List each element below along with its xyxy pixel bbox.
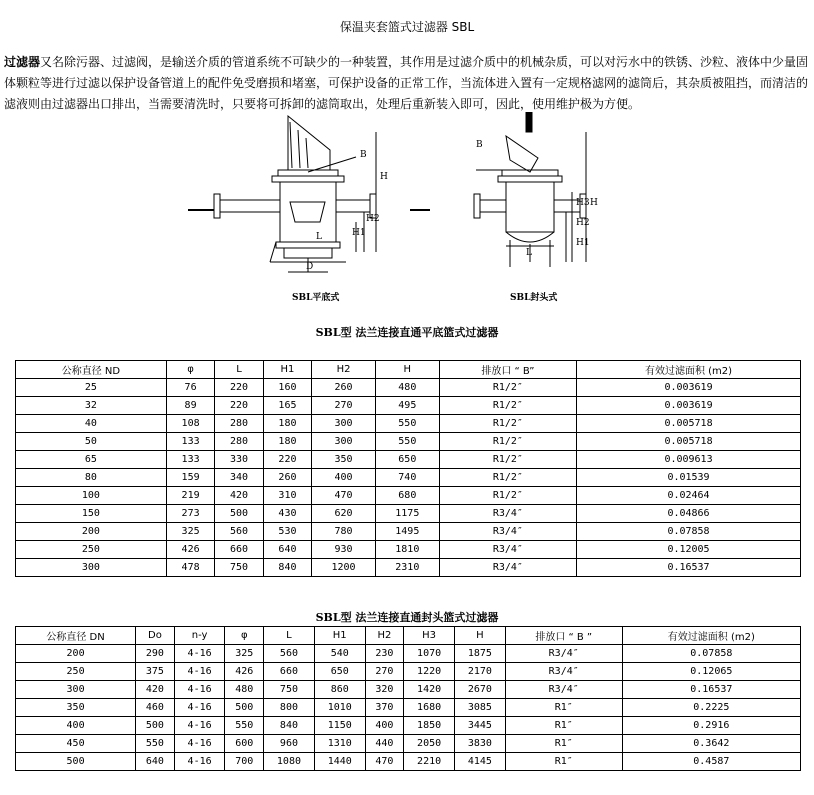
- table-cell: 400: [312, 469, 376, 487]
- table-cell: 1495: [375, 523, 439, 541]
- table-cell: 219: [166, 487, 214, 505]
- table-cell: 0.04866: [577, 505, 801, 523]
- intro-term: 过滤器: [4, 55, 41, 69]
- table-cell: 3445: [454, 717, 505, 735]
- table-cell: 430: [263, 505, 311, 523]
- intro-text: 又名除污器、过滤阀，是输送介质的管道系统不可缺少的一种装置，其作用是过滤介质中的机械杂质，可以对污水中的铁锈、沙粒、液体中少量固体颗粒等进行过滤以保护设备管道上的配件免受磨损和堵塞，可保护设备的正常工作，当流体进入置有一定规格滤网的滤筒后，其杂质被阻挡，而清洁的滤液则由过滤器出口排出，当需要清洗时，只要将可拆卸的滤筒取出，处理后重新装入即可，因此，使用维护极为方便。: [4, 55, 809, 111]
- drawing-label: H3: [576, 198, 590, 208]
- table-cell: 540: [314, 645, 365, 663]
- table-cell: 1850: [404, 717, 455, 735]
- table-cell: 4145: [454, 753, 505, 771]
- table-cell: 750: [215, 559, 263, 577]
- table-cell: 1010: [314, 699, 365, 717]
- table-cell: 426: [225, 663, 264, 681]
- table-cell: R3/4″: [439, 505, 576, 523]
- table-cell: 840: [264, 717, 315, 735]
- table-cell: 470: [365, 753, 404, 771]
- table-cell: 180: [263, 415, 311, 433]
- drawing-label: D: [306, 262, 314, 272]
- table-cell: 0.003619: [577, 379, 801, 397]
- table-cell: 260: [312, 379, 376, 397]
- flat-bottom-caption: SBL平底式: [292, 293, 340, 303]
- table-cell: 0.005718: [577, 415, 801, 433]
- column-header: H2: [312, 361, 376, 379]
- table-cell: 480: [225, 681, 264, 699]
- table-cell: R1″: [505, 717, 622, 735]
- table-row: [16, 717, 801, 735]
- table-cell: 840: [263, 559, 311, 577]
- table-cell: 133: [166, 451, 214, 469]
- table-cell: 100: [16, 487, 167, 505]
- table-cell: 1150: [314, 717, 365, 735]
- drawing-label: H1: [352, 228, 366, 238]
- table-cell: R1″: [505, 735, 622, 753]
- table-cell: 1070: [404, 645, 455, 663]
- table-row: [16, 379, 801, 397]
- dished-head-filter: [474, 112, 586, 267]
- table-cell: 220: [215, 379, 263, 397]
- table-cell: 150: [16, 505, 167, 523]
- table-cell: R3/4″: [505, 681, 622, 699]
- table-cell: 4-16: [174, 753, 225, 771]
- table-row: [16, 505, 801, 523]
- column-header: n-y: [174, 627, 225, 645]
- table-cell: 640: [263, 541, 311, 559]
- column-header: H: [375, 361, 439, 379]
- table-row: [16, 397, 801, 415]
- table-cell: 400: [365, 717, 404, 735]
- table-cell: 620: [312, 505, 376, 523]
- table-cell: 0.07858: [622, 645, 800, 663]
- table-cell: 426: [166, 541, 214, 559]
- table-cell: R1/2″: [439, 487, 576, 505]
- table-cell: 230: [365, 645, 404, 663]
- column-header: H: [454, 627, 505, 645]
- table-cell: 350: [16, 699, 136, 717]
- table1-title: SBL型 法兰连接直通平底篮式过滤器: [315, 326, 499, 339]
- table-cell: 310: [263, 487, 311, 505]
- table-cell: 1440: [314, 753, 365, 771]
- column-header: H3: [404, 627, 455, 645]
- table-cell: 2210: [404, 753, 455, 771]
- drawing-label: H: [380, 172, 388, 182]
- table-cell: 370: [365, 699, 404, 717]
- table-cell: 550: [375, 433, 439, 451]
- table-cell: 480: [375, 379, 439, 397]
- table-cell: 0.12005: [577, 541, 801, 559]
- table-cell: 280: [215, 415, 263, 433]
- table-row: [16, 469, 801, 487]
- table-cell: 0.2225: [622, 699, 800, 717]
- table-cell: 2050: [404, 735, 455, 753]
- table-cell: 650: [375, 451, 439, 469]
- drawing-label: L: [316, 232, 322, 242]
- table-cell: 0.2916: [622, 717, 800, 735]
- table-header-row: [16, 361, 801, 379]
- table-cell: 2310: [375, 559, 439, 577]
- table-cell: 325: [166, 523, 214, 541]
- table-cell: 500: [136, 717, 175, 735]
- table-row: [16, 681, 801, 699]
- table-row: [16, 663, 801, 681]
- table-row: [16, 541, 801, 559]
- table-row: [16, 753, 801, 771]
- column-header: 公称直径 DN: [16, 627, 136, 645]
- table-row: [16, 415, 801, 433]
- table-cell: 25: [16, 379, 167, 397]
- table-cell: 290: [136, 645, 175, 663]
- table-cell: 600: [225, 735, 264, 753]
- table-cell: 640: [136, 753, 175, 771]
- drawing-label: H2: [576, 218, 590, 228]
- table-cell: 0.02464: [577, 487, 801, 505]
- table-header-row: [16, 627, 801, 645]
- table-cell: 220: [263, 451, 311, 469]
- table-cell: R1″: [505, 699, 622, 717]
- table-cell: 800: [264, 699, 315, 717]
- table-cell: 0.16537: [577, 559, 801, 577]
- table-cell: 0.003619: [577, 397, 801, 415]
- column-header: Do: [136, 627, 175, 645]
- column-header: 排放口 “ B ”: [505, 627, 622, 645]
- table-cell: 500: [225, 699, 264, 717]
- table-cell: 1810: [375, 541, 439, 559]
- table-cell: 550: [136, 735, 175, 753]
- column-header: H1: [263, 361, 311, 379]
- table-cell: 450: [16, 735, 136, 753]
- column-header: L: [264, 627, 315, 645]
- table-cell: 200: [16, 645, 136, 663]
- table-cell: 1875: [454, 645, 505, 663]
- table-cell: 50: [16, 433, 167, 451]
- column-header: H2: [365, 627, 404, 645]
- table-cell: R1/2″: [439, 397, 576, 415]
- table-cell: 560: [264, 645, 315, 663]
- column-header: φ: [166, 361, 214, 379]
- table-cell: 1175: [375, 505, 439, 523]
- column-header: H1: [314, 627, 365, 645]
- table-cell: 740: [375, 469, 439, 487]
- table-cell: 650: [314, 663, 365, 681]
- table-cell: 500: [16, 753, 136, 771]
- flat-bottom-table: [15, 360, 801, 577]
- table-cell: 0.3642: [622, 735, 800, 753]
- table-cell: 1310: [314, 735, 365, 753]
- column-header: 公称直径 ND: [16, 361, 167, 379]
- table-cell: 32: [16, 397, 167, 415]
- table-cell: 1420: [404, 681, 455, 699]
- table-cell: R1/2″: [439, 379, 576, 397]
- table-cell: 4-16: [174, 735, 225, 753]
- table-cell: 80: [16, 469, 167, 487]
- table-cell: 270: [365, 663, 404, 681]
- table-cell: 160: [263, 379, 311, 397]
- table-cell: 960: [264, 735, 315, 753]
- table-row: [16, 735, 801, 753]
- table-cell: 273: [166, 505, 214, 523]
- table-cell: 320: [365, 681, 404, 699]
- drawing-label: H2: [366, 214, 380, 224]
- table-cell: 440: [365, 735, 404, 753]
- table-cell: 4-16: [174, 699, 225, 717]
- table-cell: 165: [263, 397, 311, 415]
- table-cell: R1/2″: [439, 415, 576, 433]
- column-header: L: [215, 361, 263, 379]
- table-cell: 250: [16, 541, 167, 559]
- drawing-label: B: [476, 140, 483, 150]
- table-cell: 0.4587: [622, 753, 800, 771]
- table-cell: 280: [215, 433, 263, 451]
- table-cell: 0.005718: [577, 433, 801, 451]
- table-cell: 325: [225, 645, 264, 663]
- table-row: [16, 645, 801, 663]
- table-cell: 478: [166, 559, 214, 577]
- intro-paragraph: [4, 52, 810, 115]
- table-cell: 340: [215, 469, 263, 487]
- table-cell: 65: [16, 451, 167, 469]
- drawing-label: H1: [576, 238, 590, 248]
- table-cell: R3/4″: [439, 559, 576, 577]
- table-cell: 530: [263, 523, 311, 541]
- table-cell: 300: [16, 559, 167, 577]
- table-cell: 375: [136, 663, 175, 681]
- table-cell: 180: [263, 433, 311, 451]
- table-cell: 4-16: [174, 663, 225, 681]
- table-cell: 660: [215, 541, 263, 559]
- table-cell: 4-16: [174, 681, 225, 699]
- table-cell: 0.009613: [577, 451, 801, 469]
- table-row: [16, 451, 801, 469]
- table-cell: 930: [312, 541, 376, 559]
- table-row: [16, 487, 801, 505]
- table-cell: 4-16: [174, 645, 225, 663]
- table-row: [16, 523, 801, 541]
- drawing-label: B: [360, 150, 367, 160]
- drawing-label: H: [590, 198, 598, 208]
- table-cell: 700: [225, 753, 264, 771]
- table2-title: SBL型 法兰连接直通封头篮式过滤器: [315, 611, 499, 624]
- table-cell: 500: [215, 505, 263, 523]
- table-cell: 3085: [454, 699, 505, 717]
- table-cell: 0.16537: [622, 681, 800, 699]
- table-cell: 330: [215, 451, 263, 469]
- table-cell: 470: [312, 487, 376, 505]
- table-cell: 300: [312, 433, 376, 451]
- table-cell: 250: [16, 663, 136, 681]
- table-cell: 495: [375, 397, 439, 415]
- table-cell: 2670: [454, 681, 505, 699]
- table-cell: 40: [16, 415, 167, 433]
- table-cell: R3/4″: [505, 645, 622, 663]
- column-header: 有效过滤面积 (m2): [577, 361, 801, 379]
- table-row: [16, 699, 801, 717]
- table-cell: 220: [215, 397, 263, 415]
- table-cell: 860: [314, 681, 365, 699]
- table-cell: 780: [312, 523, 376, 541]
- table-cell: 4-16: [174, 717, 225, 735]
- table-cell: 560: [215, 523, 263, 541]
- table-cell: 0.07858: [577, 523, 801, 541]
- table-cell: R3/4″: [505, 663, 622, 681]
- table-cell: 420: [215, 487, 263, 505]
- table-cell: 133: [166, 433, 214, 451]
- filter-schematic: [180, 112, 600, 312]
- dished-head-table: [15, 626, 801, 771]
- flat-bottom-filter: [188, 116, 430, 272]
- table-cell: 1200: [312, 559, 376, 577]
- table-cell: R3/4″: [439, 541, 576, 559]
- table-cell: 270: [312, 397, 376, 415]
- table-cell: 260: [263, 469, 311, 487]
- drawing-label: L: [526, 248, 532, 258]
- table-cell: 550: [375, 415, 439, 433]
- filter-drawing: [180, 112, 600, 316]
- dished-head-caption: SBL封头式: [510, 293, 558, 303]
- table-cell: 108: [166, 415, 214, 433]
- page-title: 保温夹套篮式过滤器 SBL: [339, 20, 475, 34]
- table-cell: R1/2″: [439, 433, 576, 451]
- table-cell: 420: [136, 681, 175, 699]
- table-cell: R3/4″: [439, 523, 576, 541]
- table-cell: 200: [16, 523, 167, 541]
- table-cell: 1080: [264, 753, 315, 771]
- table-cell: 1220: [404, 663, 455, 681]
- table-cell: 750: [264, 681, 315, 699]
- table-cell: 300: [312, 415, 376, 433]
- table-cell: 0.12065: [622, 663, 800, 681]
- table-cell: 89: [166, 397, 214, 415]
- table-cell: 159: [166, 469, 214, 487]
- table-cell: 76: [166, 379, 214, 397]
- table-cell: 3830: [454, 735, 505, 753]
- table-cell: 460: [136, 699, 175, 717]
- table-cell: 1680: [404, 699, 455, 717]
- table-cell: 680: [375, 487, 439, 505]
- column-header: 有效过滤面积 (m2): [622, 627, 800, 645]
- table-cell: 0.01539: [577, 469, 801, 487]
- table-cell: 660: [264, 663, 315, 681]
- table-cell: R1/2″: [439, 451, 576, 469]
- column-header: 排放口 “ B”: [439, 361, 576, 379]
- table-row: [16, 433, 801, 451]
- table-cell: R1/2″: [439, 469, 576, 487]
- table-row: [16, 559, 801, 577]
- table-cell: 350: [312, 451, 376, 469]
- table-cell: R1″: [505, 753, 622, 771]
- column-header: φ: [225, 627, 264, 645]
- table-cell: 400: [16, 717, 136, 735]
- table-cell: 550: [225, 717, 264, 735]
- table-cell: 300: [16, 681, 136, 699]
- table-cell: 2170: [454, 663, 505, 681]
